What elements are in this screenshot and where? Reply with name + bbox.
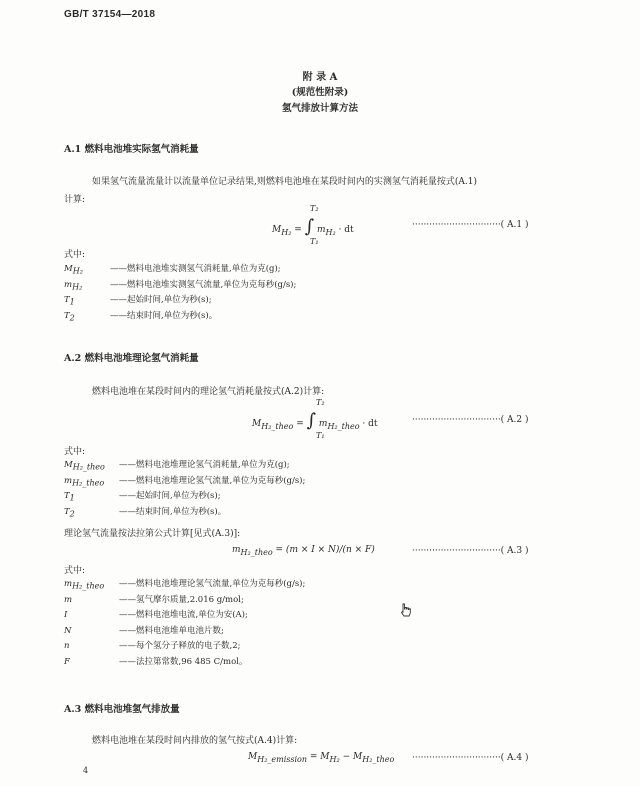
var-row: $m_{H_2\_theo}$ ——燃料电池堆理论氢气流量,单位为克每秒(g/s); xyxy=(64,475,306,488)
equation-a1: $M_{H_2}$ = ∫ $m_{H_2}$ · dt xyxy=(272,216,354,237)
section-a3-heading: A.3 燃料电池堆氢气排放量 xyxy=(64,704,180,715)
section-a1-paragraph-line1: 如果氢气流量流量计以流量单位记录结果,则燃料电池堆在某段时间内的实测氢气消耗量按式(A.1) xyxy=(92,177,477,187)
section-a2-var-list xyxy=(64,458,305,520)
annex-title: 附 录 A xyxy=(302,72,338,83)
var-row: $T_1$ ——起始时间,单位为秒(s); xyxy=(64,295,212,307)
section-a2-where: 式中: xyxy=(64,447,86,457)
eq-a4-number: ·······························( A.4 ) xyxy=(412,753,529,763)
eq-a1-lhs: M xyxy=(272,225,282,235)
eq-a1-int-lower: T₁ xyxy=(310,237,319,246)
eq-a2-int-lower: T₁ xyxy=(316,431,325,440)
var-row: $m_{H_2\_theo}$ ——燃料电池堆理论氢气流量,单位为克每秒(g/s); xyxy=(64,579,306,591)
eq-a1-tail: · dt xyxy=(338,225,354,235)
section-a2-var-list2 xyxy=(64,577,305,670)
var-row: $M_{H_2\_theo}$ ——燃料电池堆理论氢气消耗量,单位为克(g); xyxy=(64,460,290,472)
faraday-intro: 理论氢气流量按法拉第公式计算[见式(A.3)]: xyxy=(64,529,241,539)
section-a3-paragraph: 燃料电池堆在某段时间内排放的氢气按式(A.4)计算: xyxy=(92,736,298,746)
var-row: $T_2$ ——结束时间,单位为秒(s)。 xyxy=(64,506,227,519)
section-a1-where: 式中: xyxy=(64,250,86,260)
eq-a2-number: ·······························( A.2 ) xyxy=(412,415,529,425)
var-row: $M_{H_2}$ ——燃料电池堆实测氢气消耗量,单位为克(g); xyxy=(64,264,281,276)
var-row: m ——氢气摩尔质量,2.016 g/mol; xyxy=(64,594,244,605)
eq-a1-rhs: m xyxy=(316,225,326,235)
hand-cursor-icon xyxy=(398,602,414,618)
eq-a1-int-upper: T₂ xyxy=(310,204,319,213)
eq-a1-lhs-sub: H₂ xyxy=(281,227,292,237)
standard-number: GB/T 37154—2018 xyxy=(64,9,156,20)
page-number: 4 xyxy=(83,766,89,775)
var-row: F ——法拉第常数,96 485 C/mol。 xyxy=(64,656,248,667)
integral-sign: ∫ xyxy=(304,216,315,237)
var-row: $T_1$ ——起始时间,单位为秒(s); xyxy=(64,491,221,503)
var-row: $m_{H_2}$ ——燃料电池堆实测氢气流量,单位为克每秒(g/s); xyxy=(64,279,297,292)
annex-type: (规范性附录) xyxy=(291,87,349,98)
integral-sign: ∫ xyxy=(306,410,317,431)
section-a1-var-list xyxy=(64,262,296,324)
var-row: N ——燃料电池堆单电池片数; xyxy=(64,625,224,636)
equation-a2: $M_{H_2\_theo}$ = ∫ $m_{H_2\_theo}$ · dt xyxy=(252,410,378,431)
var-row: I ——燃料电池堆电流,单位为安(A); xyxy=(64,610,248,620)
section-a2-where2: 式中: xyxy=(64,566,86,576)
section-a2-paragraph: 燃料电池堆在某段时间内的理论氢气消耗量按式(A.2)计算: xyxy=(92,387,325,397)
section-a1-paragraph-line2: 计算: xyxy=(64,195,86,205)
eq-a2-int-upper: T₂ xyxy=(316,398,325,407)
section-a1-heading: A.1 燃料电池堆实际氢气消耗量 xyxy=(64,144,199,155)
equation-a4: $M_{H_2\_emission} = M_{H_2} - M_{H_2\_theo}$ xyxy=(248,752,395,764)
var-row: $T_2$ ——结束时间,单位为秒(s)。 xyxy=(64,310,218,323)
eq-a1-number: ·······························( A.1 ) xyxy=(412,220,529,230)
section-a2-heading: A.2 燃料电池堆理论氢气消耗量 xyxy=(64,353,199,364)
eq-a1-rhs-sub: H₂ xyxy=(325,227,336,237)
equation-a3: $m_{H_2\_theo} = (m \times I \times N)/(n \times F)$ xyxy=(232,545,375,557)
eq-a3-number: ·······························( A.3 ) xyxy=(412,546,529,556)
var-row: n ——每个氢分子释放的电子数,2; xyxy=(64,641,241,651)
annex-name: 氢气排放计算方法 xyxy=(281,103,358,114)
